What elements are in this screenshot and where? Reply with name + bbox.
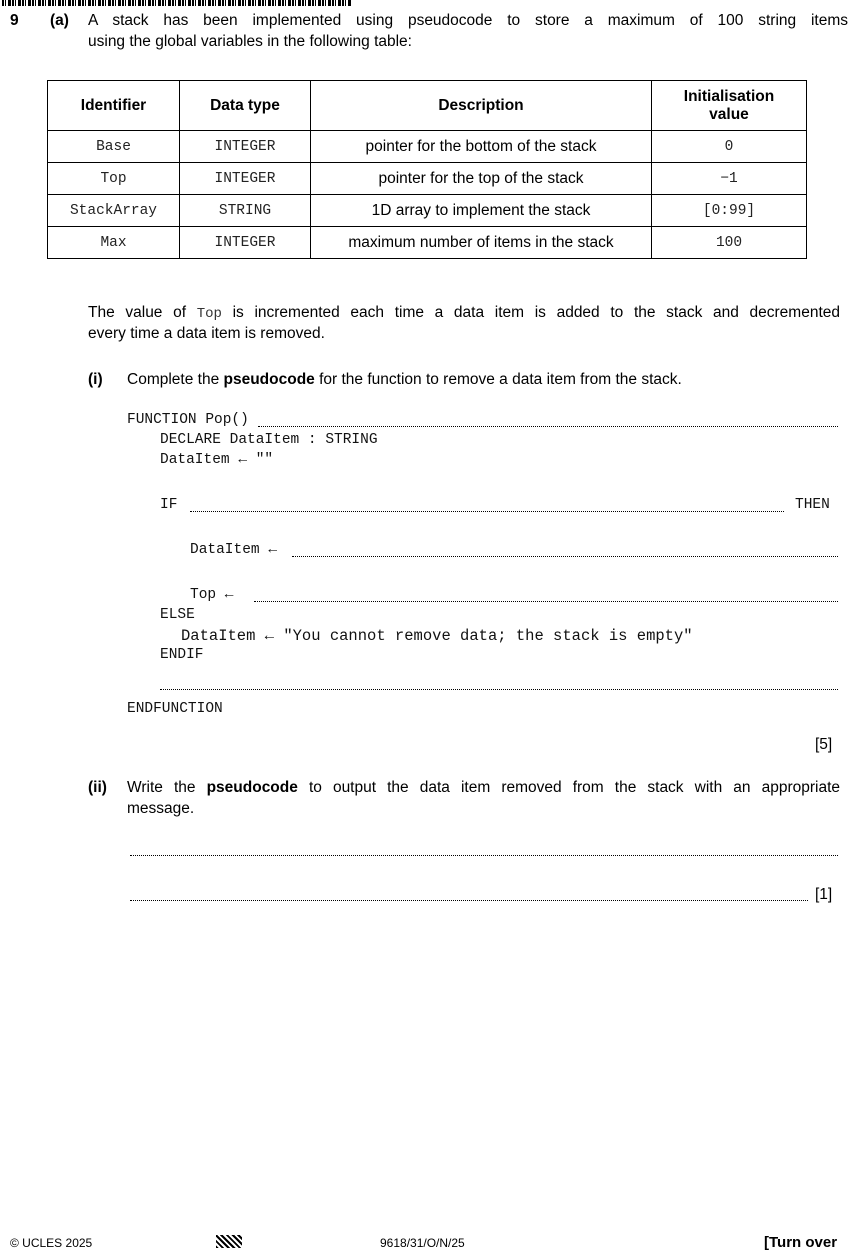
table-cell: −1	[652, 163, 807, 195]
part-ii-label: (ii)	[88, 779, 107, 796]
instruction-text: Write the	[127, 779, 207, 796]
stack-paragraph-line-2: every time a data item is removed.	[88, 325, 325, 342]
table-cell: Top	[48, 163, 180, 195]
marks-part-ii: [1]	[815, 886, 833, 903]
table-cell: 1D array to implement the stack	[311, 195, 652, 227]
table-header-row	[48, 81, 807, 131]
turn-over: [Turn over	[764, 1234, 838, 1251]
table-row	[48, 195, 807, 227]
answer-line[interactable]	[258, 426, 838, 427]
table-cell: Max	[48, 227, 180, 259]
table-header: Initialisation value	[652, 81, 807, 131]
table-row	[48, 163, 807, 195]
part-ii-instruction-line-2: message.	[127, 800, 195, 817]
table-cell: pointer for the bottom of the stack	[311, 131, 652, 163]
instruction-bold: pseudocode	[206, 779, 298, 796]
answer-line-top[interactable]	[254, 601, 838, 602]
table-cell: 0	[652, 131, 807, 163]
table-cell: STRING	[180, 195, 311, 227]
table-header: Description	[311, 81, 652, 131]
part-i-instruction	[127, 369, 682, 390]
table-cell: 100	[652, 227, 807, 259]
answer-line-if-condition[interactable]	[190, 511, 784, 512]
answer-line-output-2[interactable]	[130, 900, 808, 901]
table-header: Data type	[180, 81, 311, 131]
table-row	[48, 227, 807, 259]
stack-paragraph-line-1	[88, 302, 840, 325]
code-if: IF	[160, 497, 178, 513]
answer-line-return[interactable]	[160, 689, 838, 690]
table-cell: maximum number of items in the stack	[311, 227, 652, 259]
code-endfunction: ENDFUNCTION	[127, 701, 223, 717]
table-cell: Base	[48, 131, 180, 163]
table-header: Identifier	[48, 81, 180, 131]
variables-table	[47, 80, 807, 259]
code-declare: DECLARE DataItem : STRING	[160, 432, 378, 448]
question-number: 9	[10, 12, 19, 29]
table-cell: INTEGER	[180, 131, 311, 163]
code-dataitem-assign: DataItem ←	[190, 542, 278, 558]
code-function-pop: FUNCTION Pop()	[127, 412, 249, 428]
table-cell: pointer for the top of the stack	[311, 163, 652, 195]
part-i-label: (i)	[88, 371, 103, 388]
table-cell: INTEGER	[180, 227, 311, 259]
paragraph-text: is incremented each time a data item is added to the stack and decremented	[221, 304, 840, 321]
instruction-text: for the function to remove a data item from the stack.	[314, 371, 682, 388]
code-dataitem-init: DataItem ← ""	[160, 452, 274, 468]
code-else: ELSE	[160, 607, 195, 623]
table-cell: StackArray	[48, 195, 180, 227]
top-code-word: Top	[196, 306, 222, 322]
instruction-text: Complete the	[127, 371, 224, 388]
code-empty-message: DataItem ← "You cannot remove data; the stack is empty"	[181, 627, 693, 645]
intro-line-1: A stack has been implemented using pseudocode to store a maximum of 100 string items	[88, 12, 848, 29]
barcode	[2, 0, 352, 6]
instruction-text: to output the data item removed from the stack with an appropriate	[297, 779, 840, 796]
part-ii-instruction	[127, 777, 840, 798]
answer-line-dataitem[interactable]	[292, 556, 838, 557]
table-cell: INTEGER	[180, 163, 311, 195]
answer-line-output-1[interactable]	[130, 855, 838, 856]
intro-line-2: using the global variables in the following table:	[88, 33, 412, 50]
marks-part-i: [5]	[815, 736, 833, 753]
paper-code: 9618/31/O/N/25	[380, 1236, 465, 1250]
copyright: © UCLES 2025	[10, 1236, 93, 1250]
code-top-assign: Top ←	[190, 587, 234, 603]
code-then: THEN	[795, 497, 830, 513]
table-cell: [0:99]	[652, 195, 807, 227]
table-row	[48, 131, 807, 163]
part-a-label: (a)	[50, 12, 69, 29]
paragraph-text: The value of	[88, 304, 197, 321]
instruction-bold: pseudocode	[223, 371, 315, 388]
qr-code	[216, 1235, 242, 1248]
code-endif: ENDIF	[160, 647, 204, 663]
